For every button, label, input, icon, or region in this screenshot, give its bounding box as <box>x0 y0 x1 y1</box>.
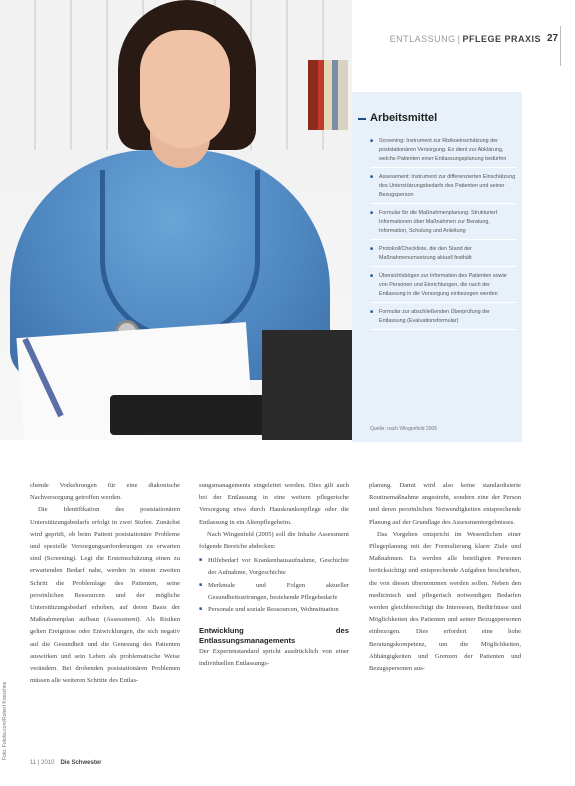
page-number-text: 27 <box>547 33 559 44</box>
header-divider <box>560 26 561 66</box>
list-item: ■ Assessment: Instrument zur differenzierten Einschätzung des Unterstützungsbedarfs des Patienten und seiner Bezugsperson <box>370 173 516 204</box>
list-item: ■ Formular für die Maßnahmenplanung: Strukturiert Informationen über Maßnahmen zur Beratung, Information, Schulung und Anleitung <box>370 209 516 240</box>
header-magazine: PFLEGE PRAXIS <box>462 34 541 44</box>
list-item: ■ Merkmale und Folgen aktueller Gesundheitsstörungen, bestehende Pflegebedarfe <box>199 580 349 604</box>
paragraph: chende Vorkehrungen für eine diakonische Nachversorgung getroffen werden. <box>30 482 180 502</box>
assessment-list <box>199 555 349 616</box>
paragraph: sungsmanagements eingeleitet werden. Dies gilt auch bei der Entlassung in eine weitere pflegerische Versorgung etwa durch Hauskrankenpflege oder die Entlassung in ein Altenpflegeheim. <box>199 482 349 526</box>
footer-issue: 11 | 2010 <box>30 760 55 766</box>
list-item: ■ Formular zur abschließenden Überprüfung der Entlassung (Evaluationsformular) <box>370 308 516 330</box>
paragraph: Nach Wingenfeld (2005) soll die Inhalte Assessment folgende Bereiche abdecken: <box>199 530 349 551</box>
list-item: ■ Hilfebedarf vor Krankenhausaufnahme, Geschichte der Aufnahme, Vorgeschichte <box>199 555 349 579</box>
running-header <box>390 34 541 44</box>
list-item: ■ Screening: Instrument zur Risikoeinschätzung der poststationären Versorgung. Es dient zur Abklärung, welche Patienten einer Entlassungsplanung bedürfen <box>370 137 516 168</box>
text-column-3 <box>369 480 521 675</box>
photo-monitor <box>262 330 352 440</box>
page-footer <box>30 760 102 766</box>
photo-keyboard <box>110 395 270 435</box>
header-separator: | <box>457 34 461 44</box>
paragraph: Der Expertenstandard spricht ausdrücklich von einer individuellen Entlassungs- <box>199 648 349 668</box>
stethoscope-icon <box>100 170 260 340</box>
list-item: ■ Personale und soziale Ressourcen, Wohnsituation <box>199 604 349 616</box>
box-list <box>370 137 516 335</box>
text-column-2 <box>199 480 349 671</box>
paragraph: Die Identifikation des poststationären Unterstützungsbedarfs erfolgt in zwei Stufen. Zunächst wird geprüft, ob beim Patient poststationäre Probleme und spezielle Versorgungsanforderungen zu erwarten sind (Screening). Legt die Ersteinschätzung einen zu erwartenden Bedarf nahe, werden in einem zweiten Schritt die Problemlage des Patienten, seine persönlichen Ressourcen und der mögliche Unterstützungsbedarf erhoben, auf deren Basis der Maßnahmenplan aufbaut (Assessment). Als Risiken gelten Ereignisse oder Entwicklungen, die sich negativ auf die Gesundheit und die Genesung des Patienten auswirken und sein Leben als problematische Weise verändern. Bei drohenden poststationären Problemen müssen alle weiteren Schritte des Entlas- <box>30 506 180 685</box>
header-section: ENTLASSUNG <box>389 34 456 44</box>
list-item: ■ Übersichtsbögen zur Information des Patienten sowie von Personen und Einrichtungen, die nach der Entlassung in die Versorgung einbezogen werden <box>370 272 516 303</box>
box-title: Arbeitsmittel <box>370 112 438 124</box>
paragraph: planung. Damit wird also keine standardisierte Routinemaßnahme angestrebt, sondern eine der Person und deren persönlichen Notwendigkeiten entsprechende Planung auf der Grundlage des Assessmentergebnisses. <box>369 482 521 526</box>
photo-books <box>308 60 348 130</box>
list-item: ■ Protokoll/Checkliste, die den Stand der Maßnahmenumsetzung aktuell festhält <box>370 245 516 267</box>
footer-magazine: Die Schwester <box>60 760 102 766</box>
section-heading: Entwicklung des Entlassungsmanagements <box>199 626 349 646</box>
nurse-photo <box>0 0 352 440</box>
paragraph: Das Vorgehen entspricht im Wesentlichen einer Pflegeplanung mit der Formulierung klarer Ziele und Maßnahmen. Es werden alle beteiligten Personen berücksichtigt und entsprechende Aufgaben beschrieben, die von diesen übernommen werden sollen. Neben den medizinisch und pflegerisch notwendigen Bedarfen werden gleichberechtigt die Interessen, Bedürfnisse und Möglichkeiten des Patienten und seiner Bezugspersonen einbezogen. Dies erfordert eine hohe Beratungskompetenz, um die Möglichkeiten, Abhängigkeiten und Grenzen der Patienten und Bezugspersonen aus- <box>369 530 521 673</box>
photo-credit: Foto: Fotolia.com/Robert Kneschke <box>2 681 8 760</box>
box-source: Quelle: nach Wingenfeld 2005 <box>370 426 437 432</box>
photo-nurse-face <box>140 30 230 148</box>
text-column-1 <box>30 480 180 687</box>
